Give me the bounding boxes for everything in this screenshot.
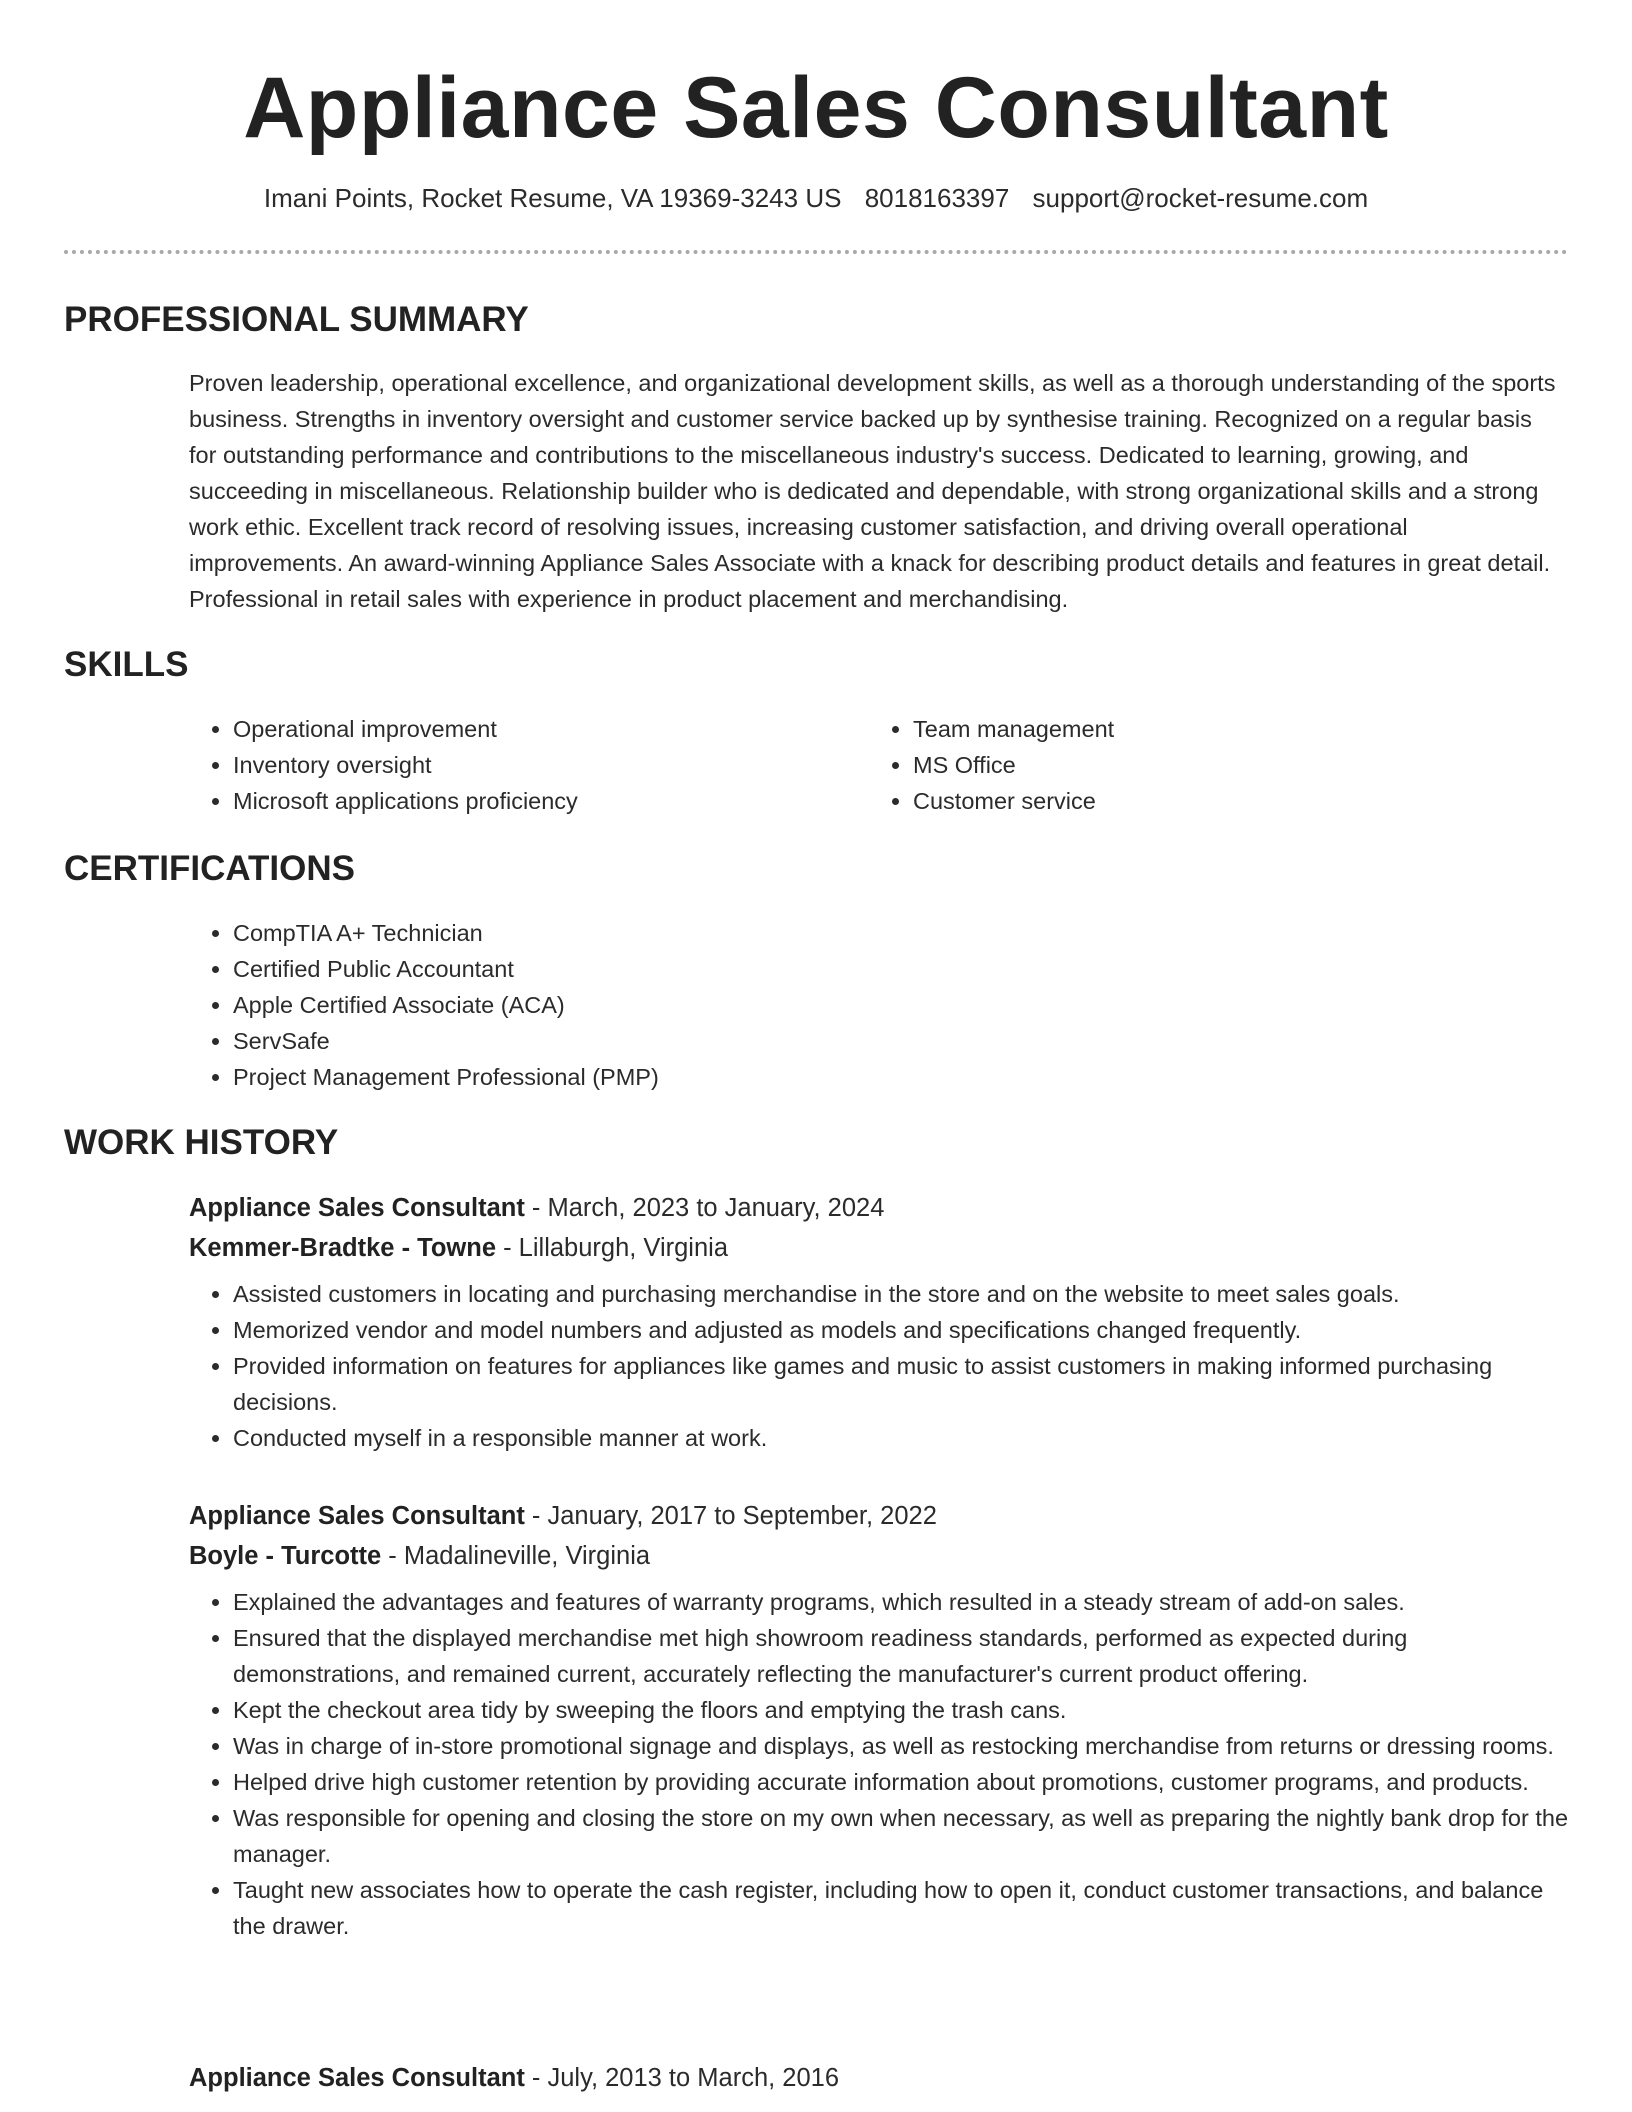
skill-item: • MS Office bbox=[913, 747, 1509, 783]
job-bullet: • Ensured that the displayed merchandise met high showroom readiness standards, performed as expected during demonstrations, and remained current, accurately reflecting the manufacturer's current product offering. bbox=[233, 1620, 1569, 1692]
resume-name-heading: Appliance Sales Consultant bbox=[243, 60, 1389, 156]
job-bullet: • Helped drive high customer retention by providing accurate information about promotions, customer programs, and products. bbox=[233, 1764, 1569, 1800]
skills-list-right bbox=[869, 711, 1509, 819]
job-company-line bbox=[189, 1536, 1569, 1576]
job-dates: - March, 2023 to January, 2024 bbox=[524, 1194, 885, 1222]
job-bullet: • Conducted myself in a responsible manner at work. bbox=[233, 1420, 1569, 1456]
summary-heading: PROFESSIONAL SUMMARY bbox=[64, 300, 529, 339]
job-dates: - January, 2017 to September, 2022 bbox=[524, 1502, 937, 1530]
certifications-list bbox=[189, 915, 1089, 1095]
skill-item: • Customer service bbox=[913, 783, 1509, 819]
skill-item: • Inventory oversight bbox=[233, 747, 829, 783]
job-entry bbox=[189, 1188, 1569, 1456]
contact-line bbox=[0, 182, 1632, 214]
job-company: Boyle - Turcotte bbox=[189, 1542, 382, 1570]
job-bullet: • Was responsible for opening and closing the store on my own when necessary, as well as preparing the nightly bank drop for the manager. bbox=[233, 1800, 1569, 1872]
job-entry bbox=[189, 2058, 1569, 2098]
contact-email: support@rocket-resume.com bbox=[1032, 183, 1369, 213]
skill-item: • Team management bbox=[913, 711, 1509, 747]
contact-address: Imani Points, Rocket Resume, VA 19369-3243 US bbox=[263, 183, 842, 213]
job-role: Appliance Sales Consultant bbox=[189, 1194, 525, 1222]
certification-item: • CompTIA A+ Technician bbox=[233, 915, 1089, 951]
contact-phone: 8018163397 bbox=[864, 183, 1010, 213]
job-role: Appliance Sales Consultant bbox=[189, 2064, 525, 2092]
skills-heading: SKILLS bbox=[64, 645, 189, 684]
skills-list-left bbox=[189, 711, 829, 819]
certification-item: • Apple Certified Associate (ACA) bbox=[233, 987, 1089, 1023]
job-title-line bbox=[189, 2058, 1569, 2098]
certifications-block bbox=[189, 915, 1089, 1095]
job-bullet: • Taught new associates how to operate the cash register, including how to open it, conduct customer transactions, and balance the drawer. bbox=[233, 1872, 1569, 1944]
job-entry bbox=[189, 1496, 1569, 1944]
certification-item: • Certified Public Accountant bbox=[233, 951, 1089, 987]
skill-item: • Microsoft applications proficiency bbox=[233, 783, 829, 819]
job-location: - Madalineville, Virginia bbox=[381, 1542, 651, 1570]
job-bullet: • Provided information on features for appliances like games and music to assist customers in making informed purchasing decisions. bbox=[233, 1348, 1569, 1420]
job-bullet: • Was in charge of in-store promotional signage and displays, as well as restocking merchandise from returns or dressing rooms. bbox=[233, 1728, 1569, 1764]
job-title-line bbox=[189, 1188, 1569, 1228]
job-role: Appliance Sales Consultant bbox=[189, 1502, 525, 1530]
job-location: - Lillaburgh, Virginia bbox=[496, 1234, 729, 1262]
job-title-line bbox=[189, 1496, 1569, 1536]
work-history-heading: WORK HISTORY bbox=[64, 1123, 339, 1162]
job-bullets bbox=[0, 1276, 1569, 1456]
job-bullet: • Kept the checkout area tidy by sweeping the floors and emptying the trash cans. bbox=[233, 1692, 1569, 1728]
job-bullets bbox=[0, 1584, 1569, 1944]
job-company: Kemmer-Bradtke - Towne bbox=[189, 1234, 497, 1262]
certifications-heading: CERTIFICATIONS bbox=[64, 849, 356, 888]
certification-item: • ServSafe bbox=[233, 1023, 1089, 1059]
job-bullet: • Assisted customers in locating and purchasing merchandise in the store and on the website to meet sales goals. bbox=[233, 1276, 1569, 1312]
job-bullet: • Explained the advantages and features of warranty programs, which resulted in a steady stream of add-on sales. bbox=[233, 1584, 1569, 1620]
job-company-line bbox=[189, 1228, 1569, 1268]
job-bullet: • Memorized vendor and model numbers and adjusted as models and specifications changed frequently. bbox=[233, 1312, 1569, 1348]
skills-column-right bbox=[869, 711, 1509, 819]
certification-item: • Project Management Professional (PMP) bbox=[233, 1059, 1089, 1095]
skill-item: • Operational improvement bbox=[233, 711, 829, 747]
job-dates: - July, 2013 to March, 2016 bbox=[524, 2064, 840, 2092]
header-divider bbox=[64, 250, 1568, 254]
summary-text: Proven leadership, operational excellence, and organizational development skills, as well as a thorough understanding of the sports business. Strengths in inventory oversight and customer service backed up by synthesise training. Recognized on a regular basis for outstanding performance and contributions to the miscellaneous industry's success. Dedicated to learning, growing, and succeeding in miscellaneous. Relationship builder who is dedicated and dependable, with strong organizational skills and a strong work ethic. Excellent track record of resolving issues, increasing customer satisfaction, and driving overall operational improvements. An award-winning Appliance Sales Associate with a knack for describing product details and features in great detail. Professional in retail sales with experience in product placement and merchandising. bbox=[189, 370, 1556, 612]
skills-column-left bbox=[189, 711, 829, 819]
